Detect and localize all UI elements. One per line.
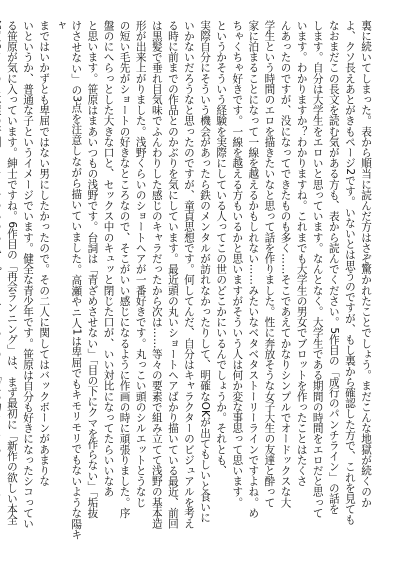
text-column: 実際自分にそういう機会があったら鉄のメンタルが訪れなかったりして、明確なOKが出てもしいと食いに [199,20,212,523]
text-column: います。わかりますか？わかりますね。これまでも大学生の男女でブロットを作ったことはたくさ [295,20,308,487]
text-column: る時に前までの作品とのかぶりを気にしています。最近頭の丸いショートヘアばかり描いている最近、前回 [166,20,179,529]
text-column: んあったのですが、没になってできたものも多く……そこであえてかなりシンプルでオードックスな大 [279,20,292,508]
text-column: 家に泊まることになって一線を越えるかもしれない……みたいなベタベタストーリーラインですよね。め [247,20,260,519]
text-column: します。自分は大学生をエロいと思っています。なんとなく。大学生である期間の時間をエロだと思って [311,20,324,519]
text-column: というかそういう経験を実際にしている人ってこの世のどこかにいるんでしょうか。それとも、 [215,20,228,476]
text-column: 裏に続いてしまった。表から順当に読んだ方はさぞ驚かれたことでしょう。まだこんな地獄が続くのか [360,20,372,508]
text-column: ちゃくちゃ好きです。一線を越える方もいるかと思いますがそういう人は何か変な事思って思います。 [231,20,244,508]
text-column: と思います。笹原はまあいつもの浅野です。台詞は「青ざめさせない」「目の下にクマを作らない」「垢抜 [86,20,99,519]
text-column: の短い毛先がショートの好きなところなので、そこがいい感じになるように作画の時に頑張りました。序 [118,20,131,519]
text-column: よ、クソ長えあとがきもページ2です。いないとは思うのですが、もし裏から確認した方で、これを見ても [343,20,356,525]
text-column [0,20,4,540]
afterword-text [5,20,374,540]
text-column: いというか、普通な子というイメージでいます。健全な青少年です。笹原は自分も好きになったシコってい [22,20,35,529]
text-column: 盤のにへらっとした大きな口と、セックス中のキュッと閉じた口が、いい対比になってたらいいなあ [102,20,115,497]
text-column: 形が出来上がりました。浅野くらいのショートヘアが一番好きです。丸っこい頭のシルエットとうなじ [134,20,147,508]
text-column: なおまだこの長文を読む気がある方も、表から読んでください。5作目の「成行のパンチライン」の話を [327,20,340,515]
text-column: けさせない」の3点を注意しながら描いていました。高瀬やニ人1は卑屈でもキモリモリでもないような陽キャ [54,20,83,540]
text-column: 学生という時間のエロを描きたいなと思って話を作りました。性に奔放そうな女子大生の友達と酔って [263,20,276,508]
text-column: は黒髪で垂れ目気味でふんわりした感じのキャラだったから次は……等々の要素で組み立てて浅野の基本造 [150,20,163,529]
text-column: る笹原が気に入っています。紳士ですね。6作目の「再会ランニング」は、まず最初に「新作の欲しい本全 [5,20,18,525]
text-column: いかないだろうなと思ったのですが、童貞思想です。何してんだ、自分はキャラクターのビジュアルを考え [182,20,195,529]
text-column: まではいかずとも卑屈ではない男にしたかったので。その二人に関してはバックボーンがあまりな [38,20,51,487]
